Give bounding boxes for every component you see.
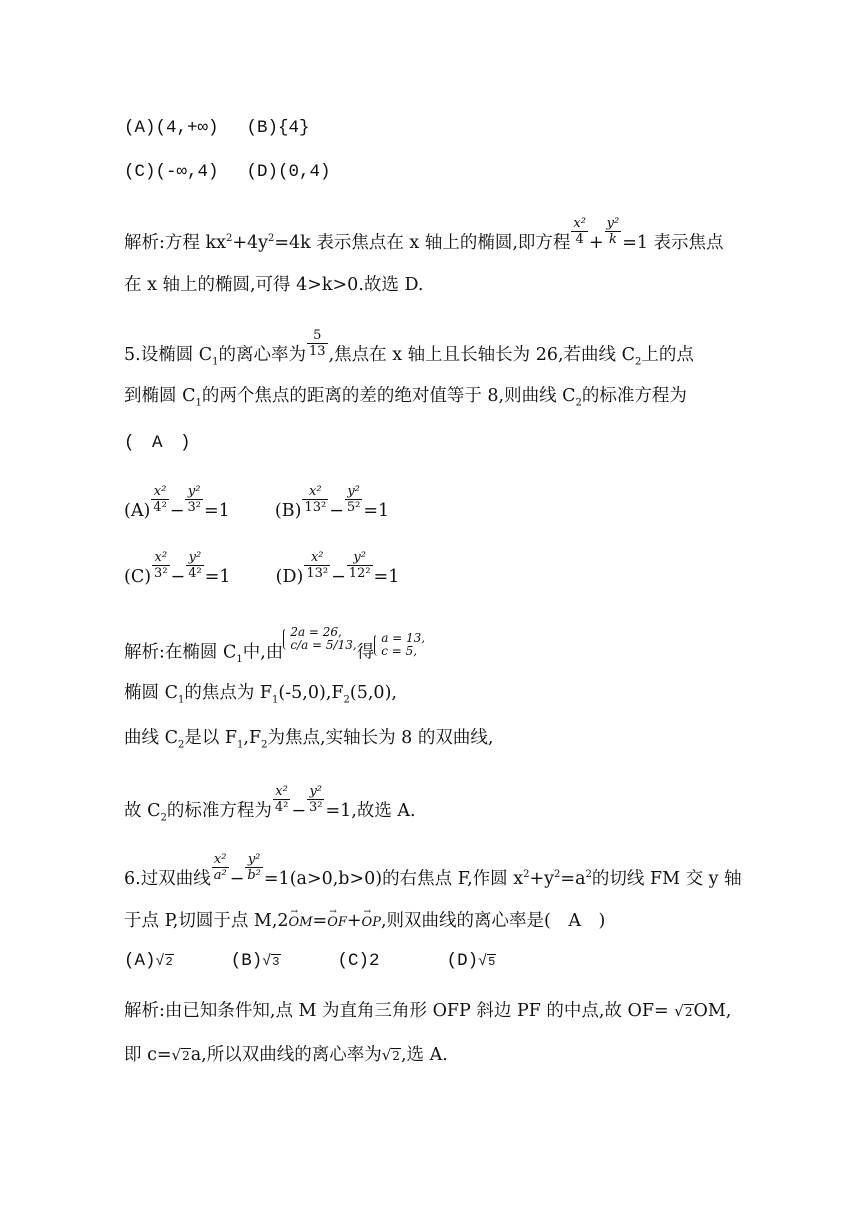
q4-solution-line-1: 解析:方程 $kx^2+4y^2=4k$ 表示焦点在 x 轴上的椭圆,即方程 $\frac{\text{x²}}{4}$ + $\frac{\text{y²}}{k}$ =1 表示焦点 [124,216,724,253]
vector-op: → OP [362,912,381,934]
q5-stem-line-2: 到椭圆 $C_1$的两个焦点的距离的差的绝对值等于 8,则曲线 $C_2$的标准方程为 [124,386,687,409]
equation-system-2: a = 13, c = 5, [374,632,425,658]
q4-options-line-2: (C)(-∞,4) (D)(0,4) [124,162,331,182]
vector-om: → OM [289,912,313,934]
q6-stem-line-1: 6.过双曲线 $\frac{\text{x²}}{\text{a²}}$ − $\frac{\text{y²}}{\text{b²}}$ =1(a>0,b>0)的右焦点 F,作圆 $x^2+y^2=a^2$的切线 FM 交 y 轴 [124,852,742,889]
fraction: $\frac{\text{y²}}{k}$ [606,216,620,247]
q6-solution-line-1: 解析:由已知条件知,点 M 为直角三角形 OFP 斜边 PF 的中点,故 OF= √2OM, [124,1001,732,1021]
equation-system-1: 2a = 26, c/a = 5/13, [283,626,356,652]
q5-solution-line-3: 曲线 $C_2$是以 $F_1,F_2$为焦点,实轴长为 8 的双曲线, [124,728,494,751]
q4-options-line-1: (A)(4,+∞) (B){4} [124,118,310,138]
fraction: $\frac{\text{x²}}{4}$ [573,216,586,247]
vector-of: → OF [327,912,347,934]
q5-solution-line-2: 椭圆 $C_1$的焦点为 $F_1(-5,0),F_2(5,0)$, [124,683,397,706]
q6-stem-line-2: 于点 P,切圆于点 M,2→ OM=→ OF+→ OP,则双曲线的离心率是( A ) [124,910,605,934]
q5-options-line-2: (C) $\frac{\text{x²}}{\text{3²}}$ − $\frac{\text{y²}}{\text{4²}}$ =1 (D) $\frac{\text{x²}}{\text{13²}}$ − $\frac{\text{y²}}{\text{12²}}$ =1 [124,550,400,587]
q5-options-line-1: (A) $\frac{\text{x²}}{\text{4²}}$ − $\frac{\text{y²}}{\text{3²}}$ =1 (B) $\frac{\text{x²}}{\text{13²}}$ − $\frac{\text{y²}}{\text{5²}}$ =1 [124,484,390,521]
q5-solution-line-4: 故 $C_2$的标准方程为 $\frac{\text{x²}}{\text{4²}}$ − $\frac{\text{y²}}{\text{3²}}$ =1,故选 A. [124,784,416,824]
q5-answer: ( A ) [124,433,191,453]
q6-solution-line-2: 即 c=√2a,所以双曲线的离心率为√2,选 A. [124,1045,448,1065]
q5-solution-line-1: 解析:在椭圆 $C_1$中,由 2a = 26, c/a = 5/13, 得 a = 13, c = 5, [124,625,426,665]
q4-solution-line-2: 在 x 轴上的椭圆,可得 4>k>0.故选 D. [124,275,424,295]
q6-options: (A)√2 (B)√3 (C)2 (D)√5 [124,951,496,971]
q5-stem-line-1: 5.设椭圆 $C_1$的离心率为 $\frac{5}{13}$ ,焦点在 x 轴上且长轴长为 26,若曲线 $C_2$上的点 [124,328,694,368]
eccentricity-fraction: $\frac{5}{13}$ [309,328,326,359]
